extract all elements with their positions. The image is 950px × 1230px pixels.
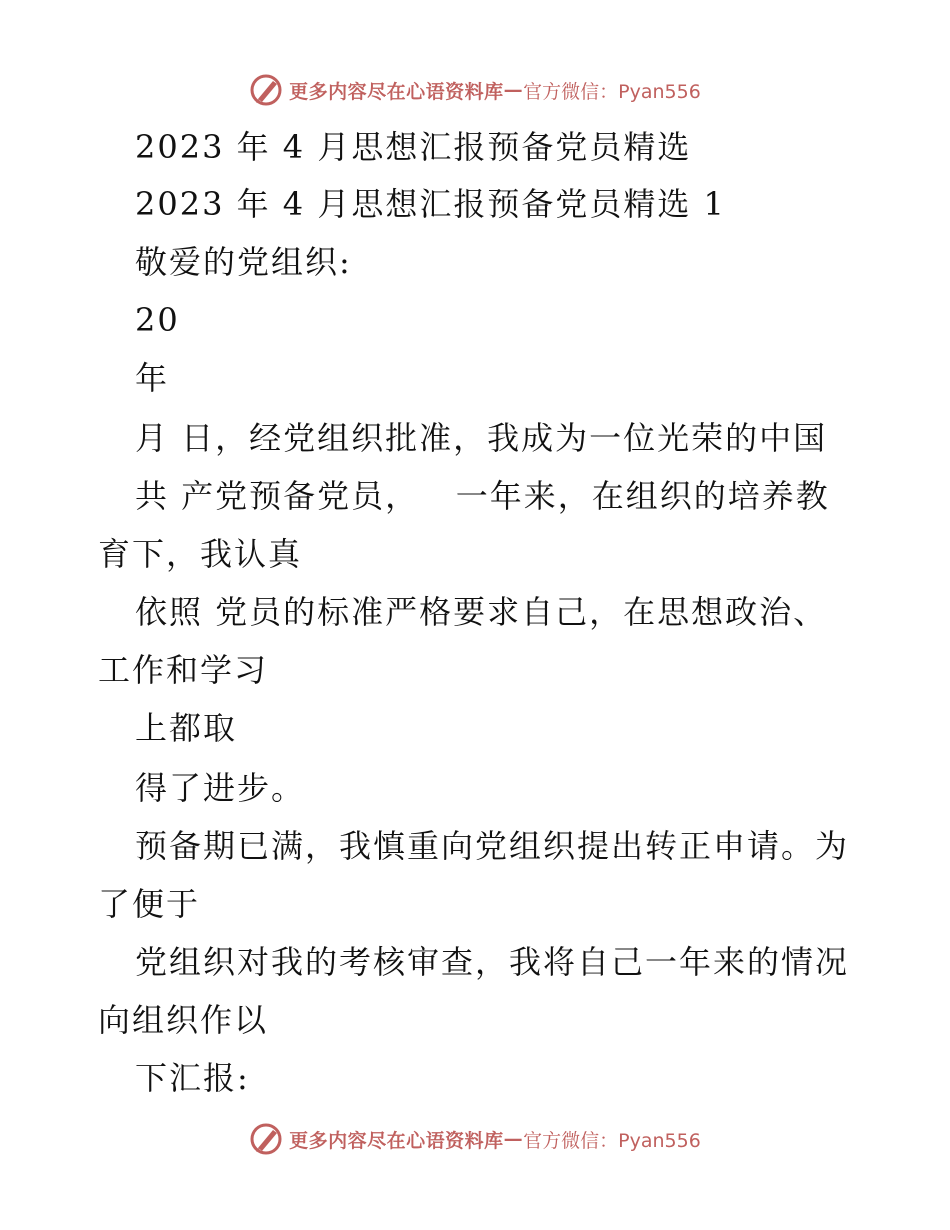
text-line: 工作和学习	[98, 651, 269, 689]
doc-title: 2023 年 4 月思想汇报预备党员精选	[135, 128, 692, 166]
pen-logo-icon	[249, 1122, 283, 1156]
banner-brand-text: 更多内容尽在心语资料库	[289, 1129, 504, 1152]
text-line: 月 日，经党组织批准，我成为一位光荣的中国	[135, 419, 828, 457]
banner-wechat-text: 官方微信：Pyan556	[523, 1129, 701, 1152]
text-line: 共 产党预备党员， 一年来，在组织的培养教	[135, 477, 830, 515]
banner-separator: —	[503, 79, 524, 101]
banner-wechat-text: 官方微信：Pyan556	[523, 80, 701, 103]
text-line: 向组织作以	[98, 1001, 269, 1039]
text-line: 年	[135, 359, 170, 397]
banner-brand-text: 更多内容尽在心语资料库	[289, 80, 504, 103]
text-line: 得了进步。	[135, 769, 306, 807]
doc-subtitle: 2023 年 4 月思想汇报预备党员精选 1	[135, 185, 726, 223]
text-line: 党组织对我的考核审查，我将自己一年来的情况	[135, 943, 850, 981]
text-line: 了便于	[98, 885, 201, 923]
footer-banner	[0, 1119, 950, 1159]
text-line: 预备期已满，我慎重向党组织提出转正申请。为	[135, 827, 850, 865]
banner-separator: —	[503, 1128, 524, 1150]
text-line: 依照 党员的标准严格要求自己，在思想政治、	[135, 593, 828, 631]
text-line: 下汇报:	[135, 1059, 250, 1097]
salutation: 敬爱的党组织:	[135, 243, 352, 281]
text-line: 上都取	[135, 709, 238, 747]
text-line: 育下，我认真	[98, 535, 303, 573]
text-line: 20	[135, 301, 180, 339]
